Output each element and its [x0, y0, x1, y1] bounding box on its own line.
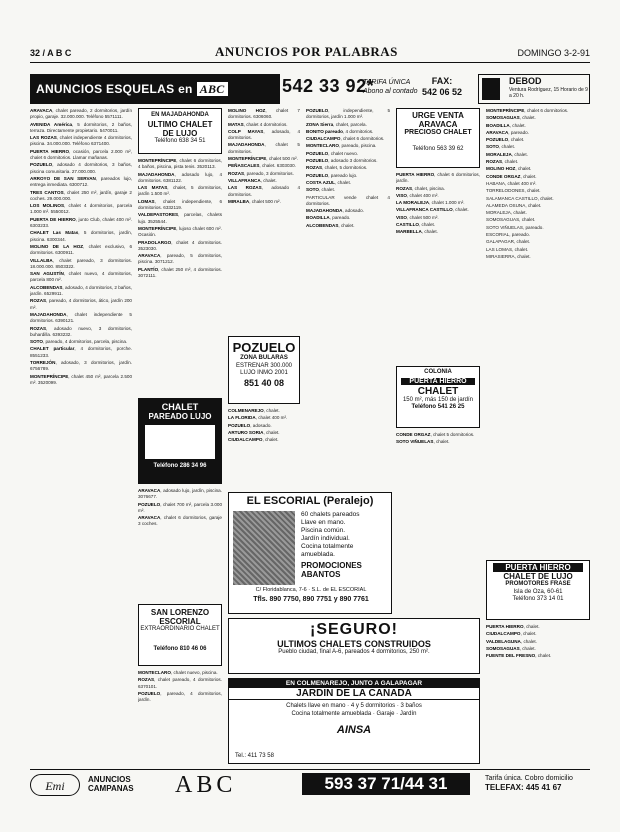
- classified-ad-heading: ROZAS: [30, 325, 47, 331]
- colonia-line-3: CHALET: [417, 385, 459, 397]
- classified-ad: MIRASIERRA, chalet.: [486, 253, 531, 259]
- classified-ad-heading: MATAS: [228, 121, 244, 127]
- classified-column-2c: [138, 670, 222, 765]
- classified-ad-heading: VILLAFRANCA CASTILLO: [396, 207, 453, 213]
- classified-ad: MONTEPRÍNCIPE, chalet 6 dormitorios, 4 baños, piscina, pista tenis. 3520113.: [138, 158, 222, 170]
- classified-ad: LA MORALEJA, chalet 1.000 m².: [396, 200, 465, 206]
- classified-ad: SOTO, chalet.: [486, 144, 516, 150]
- classified-ad-heading: MOLINO HOZ: [228, 108, 266, 113]
- classified-ad: VILLALBA, chalet pareado, 3 dormitorios. 18.000.000. 8503322.: [30, 257, 132, 269]
- classified-ad: ESCORIAL, pareado.: [486, 232, 530, 238]
- classified-ad: PLANTÍO, chalet 250 m², 4 dormitorios. 3072111.: [138, 266, 222, 279]
- classified-ad-heading: MONTECLARO: [306, 143, 339, 149]
- classified-ad-heading: SOMOSAGUAS: [486, 115, 520, 121]
- classified-ad-heading: ROZAS: [306, 165, 323, 171]
- classified-ad-heading: BONITO pareado: [306, 128, 343, 134]
- classified-ad: MOLINO DE LA HOZ, chalet exclusivo, 6 dormitorios. 6300911.: [30, 243, 132, 256]
- classified-ad-heading: MAJADAHONDA: [138, 171, 175, 177]
- classified-ad: BOADILLA, chalet.: [486, 122, 526, 128]
- classified-ad-heading: POZUELO: [306, 158, 329, 164]
- classified-ad-heading: ALCOBENDAS: [30, 284, 63, 290]
- classified-ad-heading: MAJADAHONDA: [30, 311, 67, 317]
- classified-column-4: [306, 108, 390, 488]
- classified-ad: MAJADAHONDA, chalet independiente 5 dormitorios. 6390121.: [30, 311, 132, 324]
- fax-label: FAX:: [431, 76, 453, 86]
- section-title: ANUNCIOS POR PALABRAS: [215, 44, 398, 59]
- classified-ad-heading: ARAVACA: [30, 108, 53, 113]
- classified-ad: CIUDALCAMPO, chalet.: [486, 631, 537, 637]
- classified-ad-heading: VALDEPASTORES: [138, 212, 179, 218]
- classified-ad: LAS LOMAS, chalet.: [486, 246, 529, 252]
- classified-ad: ARAVACA, pareado, 5 dormitorios, piscina. 3071212.: [138, 253, 222, 265]
- sanlorenzo-line-2: ESCORIAL: [159, 617, 201, 626]
- ph-right-line-4: Isla de Oza, 60-61: [513, 588, 563, 595]
- classified-ad-heading: ARAVACA: [138, 515, 161, 521]
- classified-ad-heading: COLP MAYAS: [228, 128, 264, 134]
- escorial-feature-3: Piscina común.: [301, 527, 346, 534]
- classified-ad-heading: PUERTA HIERRO: [396, 172, 435, 177]
- debod-icon: [482, 78, 500, 100]
- colonia-line-4: 150 m², más 150 de jardín: [402, 396, 474, 403]
- footer: [30, 769, 590, 798]
- classified-ad: LOMAS, chalet independiente, 6 dormitorios. 6332119.: [138, 198, 222, 211]
- classified-ad: ZONA Sierra, chalet, parcela.: [306, 121, 367, 127]
- tarifa-line-1: TARIFA ÚNICA: [363, 79, 411, 86]
- tarifa-note: [363, 78, 418, 96]
- classified-ad: CASTILLO, chalet.: [396, 222, 436, 228]
- classified-ad-heading: MORALEJA: [486, 151, 512, 157]
- classified-column-5b: [396, 432, 480, 492]
- classified-ad-heading: ARROYO DE SAN SERVAN: [30, 175, 96, 181]
- classified-ad: MAJADAHONDA, adosado.: [306, 208, 364, 214]
- classified-ad: PRADOLARGO, chalet 4 dormitorios. 3523030.: [138, 239, 222, 251]
- classified-ad-heading: COSTA AZUL: [306, 179, 335, 185]
- ph-right-phone: Teléfono 373 14 01: [512, 596, 564, 602]
- footer-phone: 593 37 71/44 31: [302, 773, 470, 795]
- colonia-line-1: COLONIA: [424, 369, 452, 375]
- classified-ad: ROZAS, adosado nuevo, 3 dormitorios, buhardilla. 6393232.: [30, 325, 132, 337]
- classified-ad: PEÑASCALES, chalet. 6303030.: [228, 163, 296, 169]
- classified-ad: POZUELO, chalet 700 m², parcela 3.000 m².: [138, 501, 222, 513]
- classified-ad: SOMOSAGUAS, chalet.: [486, 115, 536, 121]
- tarifa-line-2: Abono al contado: [363, 88, 418, 95]
- classified-ad: MONTEPRÍNCIPE, chalet 500 m².: [228, 156, 298, 162]
- esquelas-banner: [30, 74, 280, 104]
- classified-ad-heading: ARAVACA: [486, 129, 509, 135]
- anuncios-campanas: [88, 775, 134, 793]
- escorial-promo: PROMOCIONES ABANTOS: [301, 561, 362, 579]
- fax-number: 542 06 52: [422, 87, 463, 97]
- classified-ad-heading: ROZAS: [30, 298, 47, 304]
- classified-ad-heading: POZUELO: [30, 162, 53, 168]
- classified-ad: SALAMANCA CASTILLO, chalet.: [486, 195, 554, 201]
- classified-ad: BOADILLA, pareado.: [306, 215, 351, 221]
- classified-ad-heading: CIUDALCAMPO: [486, 631, 521, 637]
- classified-ad-heading: ALCOBENDAS: [306, 222, 339, 228]
- classified-ad: LAS ROZAS, chalet independiente 4 dormitorios, piscina. 34.000.000. Teléfono 6371400.: [30, 135, 132, 147]
- page-number: 32 / A B C: [30, 48, 72, 58]
- colonia-line-2: PUERTA HIERRO: [401, 378, 475, 385]
- classified-ad-heading: CONDE ORGAZ: [486, 173, 521, 179]
- classified-ad-heading: ARAVACA: [138, 253, 161, 259]
- classified-ad-heading: MAJADAHONDA: [228, 142, 265, 148]
- classified-ad: MATAS, chalet 4 dormitorios.: [228, 121, 288, 127]
- classified-ad-heading: ROZAS: [228, 170, 245, 176]
- majadahonda-phone: Teléfono 638 34 51: [154, 137, 206, 144]
- classified-ad: ROZAS, chalet.: [486, 159, 519, 165]
- footer-tarifa: Tarifa única. Cobro domicilio: [485, 775, 573, 782]
- classified-ad: LA FLORIDA, chalet 400 m².: [228, 415, 288, 421]
- classified-ad: ARROYO DE SAN SERVAN, pareados lujo, entrega inmediata. 6300712.: [30, 175, 132, 188]
- classified-ad-heading: MOLINO HOZ: [486, 166, 516, 172]
- classified-ad: ALCOBENDAS, chalet.: [306, 222, 355, 228]
- esquelas-phone: 542 33 92*: [282, 76, 375, 96]
- classified-ad-heading: POZUELO: [306, 108, 329, 113]
- classified-ad: TORRELODONES, chalet.: [486, 188, 541, 194]
- puerta-hierro-lujo-ad: [486, 560, 590, 620]
- classified-ad-heading: MONTEPRÍNCIPE: [138, 158, 177, 163]
- debod-sub: Ventura Rodríguez, 15 Horario de 9 a 20 h.: [509, 87, 588, 99]
- footer-telefax: TELEFAX: 445 41 67: [485, 783, 562, 792]
- urge-line-3: PRECIOSO CHALET: [404, 129, 472, 136]
- classified-ad: AVENIDA América, 5 dormitorios, 2 baños, terraza. Directamente propietario. 5470011.: [30, 121, 132, 133]
- classified-column-6: [486, 108, 590, 556]
- classified-ad: PUERTA HIERRO, chalet.: [486, 624, 540, 629]
- classified-ad: VALDEPASTORES, parcelas, chalets lujo. 3525544.: [138, 212, 222, 224]
- pareado-line-2: PAREADO LUJO: [148, 412, 212, 421]
- classified-ad: SAN AGUSTÍN, chalet nuevo, 4 dormitorios, parcela 800 m².: [30, 271, 132, 283]
- classified-ad: MONTECLARO, chalet nuevo, piscina.: [138, 670, 218, 675]
- footer-info: [485, 774, 573, 793]
- footer-anuncios: ANUNCIOS: [88, 775, 131, 784]
- sanlorenzo-line-1: SAN LORENZO: [150, 608, 210, 617]
- escorial-feature-1: 60 chalets pareados: [301, 511, 360, 518]
- pozuelo-title: POZUELO: [232, 340, 296, 355]
- pareado-line-1: CHALET: [161, 402, 199, 412]
- classified-ad: MONTEPRÍNCIPE, chalet 450 m², parcela 2.500 m². 3520099.: [30, 373, 132, 385]
- classified-ad-heading: ARTURO SORIA: [228, 429, 264, 435]
- urge-line-1: URGE VENTA: [412, 111, 464, 120]
- classified-ad-heading: VALDELAGUNA: [486, 638, 521, 644]
- classified-ad-heading: CASTILLO: [396, 222, 419, 228]
- majadahonda-line-3: DE LUJO: [162, 128, 198, 138]
- classified-ad: ARAVACA, adosado lujo, jardín, piscina. 3076677.: [138, 488, 222, 500]
- classified-ad: ARAVACA, pareado.: [486, 129, 529, 135]
- escorial-feature-5: Cocina totalmente amueblada.: [301, 543, 354, 558]
- classified-ad: MARBELLA, chalet.: [396, 229, 438, 235]
- classified-ad: MOLINO HOZ, chalet.: [486, 166, 532, 172]
- canada-line-2: JARDIN DE LA CANADA: [229, 688, 479, 700]
- classified-ad: LAS MATAS, chalet, 5 dormitorios, jardín 1.500 m².: [138, 185, 222, 197]
- footer-campanas: CAMPANAS: [88, 784, 134, 793]
- ph-right-line-1: PUERTA HIERRO: [493, 563, 583, 572]
- classified-ad-heading: MONTEPRÍNCIPE: [138, 225, 177, 231]
- sanlorenzo-line-3: EXTRAORDINARIO CHALET: [140, 626, 220, 632]
- classified-ad: POZUELO, chalet.: [486, 137, 525, 143]
- classified-ad: ALCOBENDAS, adosado, 4 dormitorios, 2 baños, jardín. 6529911.: [30, 284, 132, 297]
- pareado-text-area: [145, 425, 215, 459]
- classified-ad-heading: SOMOSAGUAS: [486, 645, 520, 651]
- canada-line-4: Cocina totalmente amueblada · Garaje · Jardín: [291, 710, 417, 717]
- classified-ad-heading: ROZAS: [138, 677, 155, 683]
- ph-right-line-2: CHALET DE LUJO: [503, 572, 573, 581]
- classified-ad: CONDE ORGAZ, chalet.: [486, 173, 537, 179]
- colonia-phone: Teléfono 541 26 25: [411, 404, 465, 410]
- seguro-title: ¡SEGURO!: [310, 621, 398, 638]
- campanas-logo: Emi: [30, 774, 80, 796]
- classified-column-5: [396, 172, 480, 362]
- classified-ad: PARTICULAR vende chalet 4 dormitorios.: [306, 194, 390, 206]
- classified-ad-heading: LAS ROZAS: [30, 135, 57, 141]
- classified-ad-heading: BOADILLA: [306, 215, 330, 221]
- classified-ad-heading: TRES CANTOS: [30, 189, 64, 195]
- classified-ad: POZUELO, chalet nuevo.: [306, 150, 359, 156]
- classified-ad: COLMENAREJO, chalet.: [228, 408, 280, 413]
- classified-ad: BONITO pareado, 4 dormitorios.: [306, 128, 374, 134]
- classified-ad: LAS ROZAS, adosado 4 dormitorios.: [228, 185, 300, 197]
- classified-ad: PUERTA HIERRO, chalet 6 dormitorios, jardín.: [396, 172, 480, 184]
- classified-ad-heading: LOS MOLINOS: [30, 203, 65, 209]
- classified-ad: LOS MOLINOS, chalet 4 dormitorios, parcela 1.000 m². 5550012.: [30, 203, 132, 215]
- classified-column-2: [138, 158, 222, 394]
- classified-ad-heading: VISO: [396, 192, 407, 198]
- classified-ad: SOTO VIÑUELAS, pareado.: [486, 224, 544, 230]
- page-header: [30, 42, 590, 62]
- classified-ad-heading: CHALET Las Matas: [30, 230, 79, 236]
- classified-ad: ALAMEDA OSUNA, chalet.: [486, 202, 542, 208]
- escorial-title: EL ESCORIAL (Peralejo): [246, 495, 374, 507]
- pareado-ad: [138, 398, 222, 484]
- classified-ad: POZUELO, independiente, 5 dormitorios, jardín 1.000 m².: [306, 108, 390, 120]
- classified-ad: VILLAFRANCA CASTILLO, chalet.: [396, 207, 469, 213]
- classified-ad-heading: SOTO: [30, 339, 43, 345]
- classified-ad-heading: SOTO VIÑUELAS: [396, 439, 434, 445]
- classified-ad-heading: SOTO: [306, 187, 319, 193]
- classified-ad: VISO, chalet 500 m².: [396, 214, 439, 220]
- classified-ad-heading: TORREJÓN: [30, 359, 56, 365]
- classified-ad-heading: VISO: [396, 214, 407, 220]
- classified-ad-heading: CHALET particular: [30, 346, 75, 352]
- san-lorenzo-ad: [138, 604, 222, 666]
- ph-right-line-3: PROMOTORES FRASE: [505, 581, 571, 587]
- esquelas-text: ANUNCIOS ESQUELAS en: [36, 82, 193, 96]
- classified-ad-heading: SOTO: [486, 144, 499, 150]
- classified-ad: ROZAS, chalet, piscina.: [396, 185, 446, 191]
- pozuelo-desc: ESTRENAR 300.000 LUJO INMO 2001: [235, 362, 293, 376]
- classified-column-3: [228, 108, 300, 333]
- classified-ad: ROZAS, chalet pareado, 4 dormitorios. 6370101.: [138, 677, 222, 689]
- canada-brand: AINSA: [336, 724, 372, 736]
- classified-ad: CONDE ORGAZ, chalet 5 dormitorios.: [396, 432, 475, 437]
- classified-ad-heading: VILLALBA: [30, 257, 53, 263]
- classified-ad: ARTURO SORIA, chalet.: [228, 429, 280, 435]
- pozuelo-ad: [228, 336, 300, 404]
- classified-ad-heading: VILLAFRANCA: [228, 177, 261, 183]
- classified-column-1: [30, 108, 132, 763]
- classified-ad: MORALEJA, chalet.: [486, 151, 528, 157]
- majadahonda-ad: [138, 108, 222, 154]
- classified-ad: SOTO, chalet.: [306, 187, 336, 193]
- classified-ad-heading: ROZAS: [486, 159, 503, 165]
- classified-ad-heading: PUERTA HIERRO: [486, 624, 524, 629]
- classified-ad-heading: POZUELO: [306, 172, 329, 178]
- classified-ad: ARAVACA, chalet 6 dormitorios, garaje 3 coches.: [138, 515, 222, 527]
- header-rule: [30, 62, 590, 63]
- classified-ad: MONTEPRÍNCIPE, lujoso chalet 600 m². Ocasión.: [138, 225, 222, 238]
- el-escorial-ad: [228, 492, 392, 614]
- escorial-phone: Tfls. 890 7750, 890 7751 y 890 7761: [253, 596, 369, 603]
- classified-ad: SOTO VIÑUELAS, chalet.: [396, 439, 450, 445]
- classified-ad: PUERTA HIERRO, ocasión, parcela 2.000 m², chalet 6 dormitorios. Llamar mañanas.: [30, 148, 132, 161]
- classified-ad-heading: MOLINO DE LA HOZ: [30, 243, 84, 249]
- classified-ad-heading: CIUDALCAMPO: [228, 437, 263, 443]
- canada-line-1: EN COLMENAREJO, JUNTO A GALAPAGAR: [229, 679, 479, 688]
- classified-ad-heading: COLMENAREJO: [228, 408, 264, 413]
- classified-ad: MAJADAHONDA, chalet 5 dormitorios.: [228, 142, 300, 154]
- classified-ad-heading: MONTEPRÍNCIPE: [30, 373, 69, 379]
- classified-ad: MAJADAHONDA, adosado lujo, 4 dormitorios. 6381122.: [138, 171, 222, 183]
- classified-ad-heading: POZUELO: [138, 690, 161, 696]
- issue-date: DOMINGO 3-2-91: [517, 48, 590, 58]
- classified-ad: SOMOSAGUAS, chalet.: [486, 217, 536, 223]
- classified-ad-heading: MONTEPRÍNCIPE: [228, 156, 267, 162]
- classified-ad: POZUELO, pareado, 4 dormitorios, jardín.: [138, 690, 222, 703]
- seguro-line-2: Pueblo ciudad, final A-6, pareados 4 dormitorios, 250 m².: [278, 649, 430, 655]
- debod-box: [478, 74, 590, 104]
- sanlorenzo-phone: Teléfono 810 46 06: [153, 645, 207, 652]
- classified-ad: POZUELO, adosado.: [228, 422, 272, 428]
- classified-ad: ROZAS, pareado, 4 dormitorios, ático, jardín 200 m².: [30, 298, 132, 310]
- classified-ad-heading: MIRALBA: [228, 198, 250, 204]
- classified-ad: CIUDALCAMPO, chalet 6 dormitorios.: [306, 136, 385, 142]
- classified-ad-heading: PUERTA HIERRO: [30, 148, 70, 154]
- classified-ad: CHALET particular, 4 dormitorios, porche. 8551233.: [30, 346, 132, 358]
- classified-ad: HABANA, chalet 400 m².: [486, 180, 537, 186]
- banner: [30, 74, 590, 104]
- classified-ad-heading: ZONA Sierra: [306, 121, 334, 127]
- classified-ad-heading: LA FLORIDA: [228, 415, 256, 421]
- classified-ad-heading: POZUELO: [228, 422, 251, 428]
- abc-logo: ABC: [197, 82, 228, 96]
- classified-ad: POZUELO, pareado lujo.: [306, 172, 358, 178]
- classified-ad: SOTO, pareado, 4 dormitorios, parcela, piscina.: [30, 339, 128, 345]
- classified-ad: CHALET Las Matas, 5 dormitorios, jardín, piscina. 6300344.: [30, 230, 132, 242]
- classified-ad-heading: LA MORALEJA: [396, 200, 430, 206]
- classified-ad-heading: PEÑASCALES: [228, 163, 260, 169]
- canada-line-3: Chalets llave en mano · 4 y 5 dormitorios · 3 baños: [286, 703, 422, 709]
- classified-ad-heading: CONDE ORGAZ: [396, 432, 431, 437]
- escorial-feature-4: Jardín individual.: [301, 535, 350, 542]
- classified-ad-heading: AVENIDA América: [30, 121, 73, 127]
- classified-ad: VISO, chalet 400 m².: [396, 192, 439, 198]
- classified-ad: ARAVACA, chalet pareado, 2 dormitorios, jardín propio, garaje. 32.000.000. Teléfono 5571111.: [30, 108, 132, 120]
- classified-ad: COSTA AZUL, chalet.: [306, 179, 352, 185]
- classified-ad: ROZAS, pareado, 3 dormitorios.: [228, 170, 294, 176]
- classified-ad-heading: ROZAS: [396, 185, 413, 191]
- classified-ad: MIRALBA, chalet 500 m².: [228, 198, 281, 204]
- escorial-address: C/ Floridablanca, 7-6 · S.L. de EL ESCORIAL: [255, 587, 367, 593]
- pozuelo-phone: 851 40 08: [243, 377, 285, 388]
- classified-ad-heading: PUERTA DE HIERRO: [30, 216, 76, 222]
- pareado-phone: Teléfono 286 34 96: [153, 463, 207, 469]
- classified-ad-heading: POZUELO: [138, 501, 161, 507]
- classified-column-3b: [228, 408, 300, 488]
- urge-line-2: ARAVACA: [418, 120, 458, 129]
- escorial-feature-2: Llave en mano.: [301, 519, 346, 526]
- classified-ad-heading: MAJADAHONDA: [306, 208, 343, 214]
- classified-ad-heading: POZUELO: [486, 137, 509, 143]
- colonia-puerta-hierro-ad: [396, 366, 480, 428]
- classified-ad: VALDELAGUNA, chalet.: [486, 638, 537, 644]
- classified-ad: MORALEJA, chalet.: [486, 210, 527, 216]
- pozuelo-sub: ZONA BULARAS: [240, 355, 288, 361]
- classified-ad: POZUELO, adosado 3 dormitorios.: [306, 158, 378, 164]
- classified-ad-heading: PRADOLARGO: [138, 239, 172, 245]
- classified-ad-heading: SAN AGUSTÍN: [30, 271, 64, 277]
- classified-ad: CIUDALCAMPO, chalet.: [228, 437, 279, 443]
- classified-ad: PUERTA DE HIERRO, junto Club, chalet 400 m². 6303233.: [30, 216, 132, 229]
- classified-ad: GALAPAGAR, chalet.: [486, 239, 531, 245]
- classified-ad: TRES CANTOS, chalet 250 m², jardín, garaje 2 coches. 29.000.000.: [30, 189, 132, 201]
- classified-ad: MONTECLARO, pareado, piscina.: [306, 143, 377, 149]
- seguro-ad: [228, 618, 480, 674]
- classified-ad-heading: LAS ROZAS: [228, 185, 262, 191]
- classified-ad: POZUELO, adosado 4 dormitorios, 3 baños, piscina comunitaria. 27.000.000.: [30, 162, 132, 174]
- classified-column-6b: [486, 624, 590, 764]
- classified-ad-heading: FUENTE DEL FRESNO: [486, 653, 536, 659]
- classified-ad: FUENTE DEL FRESNO, chalet.: [486, 653, 552, 659]
- canada-phone: Tel.: 411 73 58: [235, 752, 274, 759]
- debod-title: DEBOD: [509, 76, 542, 86]
- classified-ad-heading: LAS MATAS: [138, 185, 168, 191]
- footer-abc-logo: ABC: [175, 772, 237, 798]
- majadahonda-line-2: ULTIMO CHALET: [147, 119, 213, 129]
- classified-ad-heading: POZUELO: [306, 150, 329, 156]
- classified-ad: VILLAFRANCA, chalet.: [228, 177, 277, 183]
- classified-ad: TORREJÓN, adosado, 3 dormitorios, jardín. 6756789.: [30, 359, 132, 372]
- classified-ad-heading: CIUDALCAMPO: [306, 136, 341, 142]
- classified-ad: MOLINO HOZ, chalet 7 dormitorios. 6306060.: [228, 108, 300, 120]
- classified-ad: SOMOSAGUAS, chalet.: [486, 645, 536, 651]
- seguro-line-1: ULTIMOS CHALETS CONSTRUIDOS: [277, 639, 431, 649]
- jardin-canada-ad: [228, 678, 480, 764]
- majadahonda-line-1: EN MAJADAHONDA: [151, 112, 209, 118]
- urge-venta-ad: [396, 108, 480, 168]
- classified-column-2b: [138, 488, 222, 600]
- escorial-photo: [233, 511, 295, 585]
- classified-ad: COLP MAYAS, adosado, 4 dormitorios.: [228, 128, 300, 141]
- classified-ad-heading: ARAVACA: [138, 488, 161, 493]
- classified-ad-heading: BOADILLA: [486, 122, 510, 128]
- classified-ad: ROZAS, chalet, 5 dormitorios.: [306, 165, 368, 171]
- fax-block: [422, 76, 462, 98]
- classified-ad: MONTEPRÍNCIPE, chalet 6 dormitorios.: [486, 108, 569, 113]
- urge-phone: Teléfono 563 39 62: [412, 146, 464, 152]
- classified-ad-heading: MARBELLA: [396, 229, 422, 235]
- classified-ad-heading: PLANTÍO: [138, 266, 159, 272]
- classified-ad-heading: MONTEPRÍNCIPE: [486, 108, 525, 113]
- classified-ad-heading: MONTECLARO: [138, 670, 171, 675]
- classified-ad-heading: LOMAS: [138, 198, 155, 204]
